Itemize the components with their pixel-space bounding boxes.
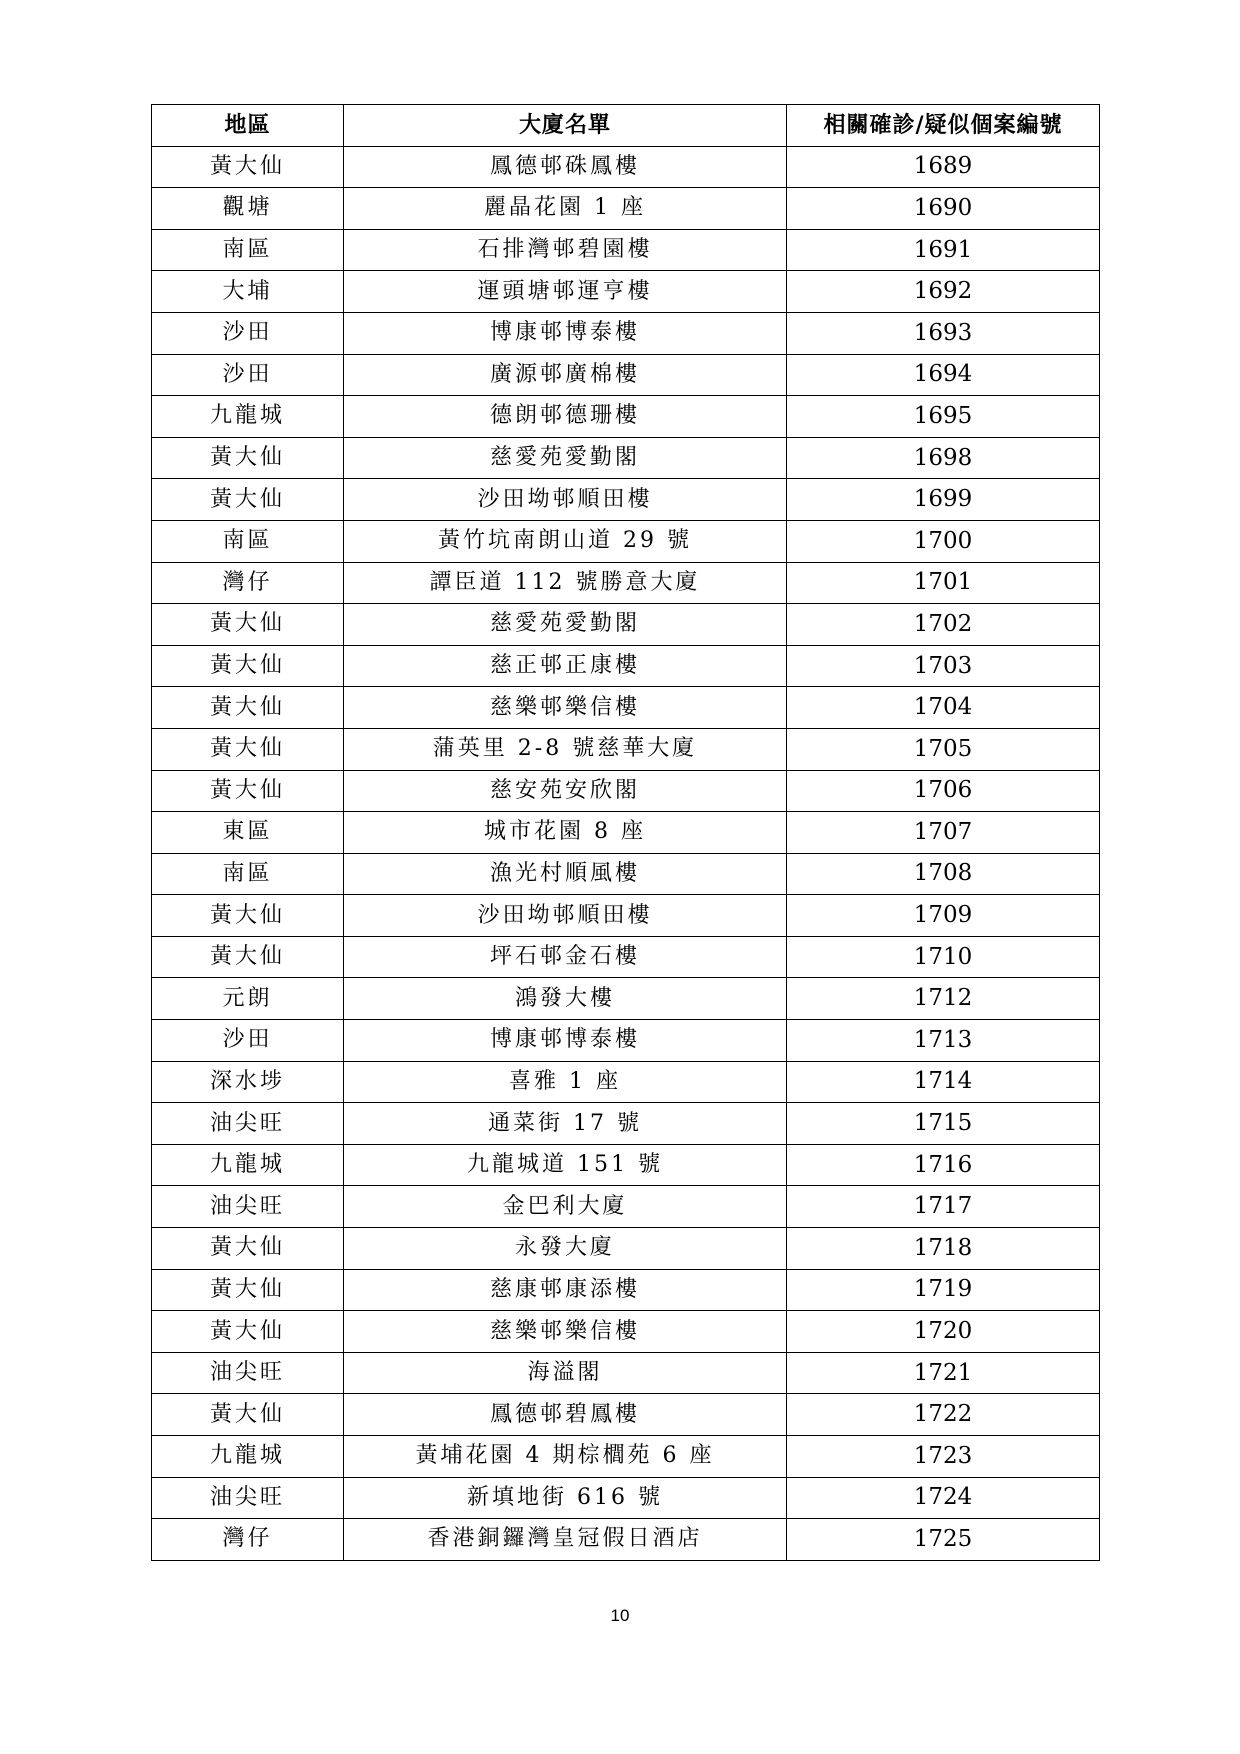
cell-district: 油尖旺 bbox=[152, 1103, 344, 1145]
cell-building: 海溢閣 bbox=[344, 1352, 787, 1394]
cell-building: 喜雅 1 座 bbox=[344, 1061, 787, 1103]
cell-district: 黃大仙 bbox=[152, 1269, 344, 1311]
cell-district: 深水埗 bbox=[152, 1061, 344, 1103]
cell-case-number: 1689 bbox=[787, 146, 1100, 188]
cell-building: 石排灣邨碧園樓 bbox=[344, 229, 787, 271]
table-row bbox=[152, 1186, 1100, 1228]
cell-case-number: 1707 bbox=[787, 812, 1100, 854]
cell-case-number: 1716 bbox=[787, 1144, 1100, 1186]
cell-district: 九龍城 bbox=[152, 1436, 344, 1478]
cell-district: 元朗 bbox=[152, 978, 344, 1020]
cell-building: 城市花園 8 座 bbox=[344, 812, 787, 854]
table-row bbox=[152, 1103, 1100, 1145]
cell-building: 九龍城道 151 號 bbox=[344, 1144, 787, 1186]
cell-building: 坪石邨金石樓 bbox=[344, 936, 787, 978]
cell-district: 觀塘 bbox=[152, 188, 344, 230]
cell-case-number: 1708 bbox=[787, 853, 1100, 895]
table-row bbox=[152, 562, 1100, 604]
table-row bbox=[152, 1436, 1100, 1478]
table-row bbox=[152, 1394, 1100, 1436]
table-row bbox=[152, 936, 1100, 978]
cell-district: 灣仔 bbox=[152, 562, 344, 604]
cell-case-number: 1692 bbox=[787, 271, 1100, 313]
cell-case-number: 1720 bbox=[787, 1311, 1100, 1353]
cell-case-number: 1691 bbox=[787, 229, 1100, 271]
table-row bbox=[152, 271, 1100, 313]
table-row bbox=[152, 770, 1100, 812]
table-row bbox=[152, 978, 1100, 1020]
table-row bbox=[152, 687, 1100, 729]
cell-case-number: 1694 bbox=[787, 354, 1100, 396]
cell-case-number: 1698 bbox=[787, 437, 1100, 479]
cell-case-number: 1715 bbox=[787, 1103, 1100, 1145]
cell-building: 香港銅鑼灣皇冠假日酒店 bbox=[344, 1519, 787, 1561]
table-row bbox=[152, 1352, 1100, 1394]
cell-building: 慈正邨正康樓 bbox=[344, 645, 787, 687]
table-row bbox=[152, 604, 1100, 646]
cell-building: 金巴利大廈 bbox=[344, 1186, 787, 1228]
table-row bbox=[152, 520, 1100, 562]
cell-district: 東區 bbox=[152, 812, 344, 854]
cell-case-number: 1723 bbox=[787, 1436, 1100, 1478]
cell-case-number: 1725 bbox=[787, 1519, 1100, 1561]
table-row bbox=[152, 437, 1100, 479]
cell-case-number: 1722 bbox=[787, 1394, 1100, 1436]
cell-building: 博康邨博泰樓 bbox=[344, 1020, 787, 1062]
cell-building: 慈愛苑愛勤閣 bbox=[344, 604, 787, 646]
table-row bbox=[152, 645, 1100, 687]
table-row bbox=[152, 1477, 1100, 1519]
cell-case-number: 1699 bbox=[787, 479, 1100, 521]
cell-district: 九龍城 bbox=[152, 396, 344, 438]
cell-building: 博康邨博泰樓 bbox=[344, 312, 787, 354]
cell-case-number: 1701 bbox=[787, 562, 1100, 604]
cell-building: 新填地街 616 號 bbox=[344, 1477, 787, 1519]
table-row bbox=[152, 728, 1100, 770]
cell-district: 沙田 bbox=[152, 312, 344, 354]
cell-building: 通菜街 17 號 bbox=[344, 1103, 787, 1145]
table-row bbox=[152, 146, 1100, 188]
building-list-table bbox=[151, 104, 1100, 1561]
cell-district: 油尖旺 bbox=[152, 1477, 344, 1519]
cell-case-number: 1695 bbox=[787, 396, 1100, 438]
cell-case-number: 1724 bbox=[787, 1477, 1100, 1519]
table-row bbox=[152, 229, 1100, 271]
cell-district: 黃大仙 bbox=[152, 146, 344, 188]
table-row bbox=[152, 853, 1100, 895]
table-row bbox=[152, 1311, 1100, 1353]
cell-district: 黃大仙 bbox=[152, 645, 344, 687]
cell-case-number: 1690 bbox=[787, 188, 1100, 230]
page-number: 10 bbox=[610, 1606, 630, 1625]
table-row bbox=[152, 1061, 1100, 1103]
cell-district: 黃大仙 bbox=[152, 770, 344, 812]
cell-case-number: 1706 bbox=[787, 770, 1100, 812]
cell-building: 慈樂邨樂信樓 bbox=[344, 687, 787, 729]
table-row bbox=[152, 812, 1100, 854]
cell-district: 黃大仙 bbox=[152, 1394, 344, 1436]
cell-building: 譚臣道 112 號勝意大廈 bbox=[344, 562, 787, 604]
cell-case-number: 1700 bbox=[787, 520, 1100, 562]
table-row bbox=[152, 1519, 1100, 1561]
cell-building: 永發大廈 bbox=[344, 1228, 787, 1270]
cell-district: 沙田 bbox=[152, 354, 344, 396]
table-row bbox=[152, 1144, 1100, 1186]
cell-case-number: 1718 bbox=[787, 1228, 1100, 1270]
table-header-row bbox=[152, 105, 1100, 147]
table-row bbox=[152, 479, 1100, 521]
cell-case-number: 1702 bbox=[787, 604, 1100, 646]
cell-district: 油尖旺 bbox=[152, 1352, 344, 1394]
cell-district: 大埔 bbox=[152, 271, 344, 313]
cell-building: 鳳德邨碧鳳樓 bbox=[344, 1394, 787, 1436]
cell-case-number: 1719 bbox=[787, 1269, 1100, 1311]
cell-case-number: 1705 bbox=[787, 728, 1100, 770]
cell-building: 慈樂邨樂信樓 bbox=[344, 1311, 787, 1353]
cell-district: 黃大仙 bbox=[152, 1311, 344, 1353]
cell-case-number: 1714 bbox=[787, 1061, 1100, 1103]
cell-building: 慈康邨康添樓 bbox=[344, 1269, 787, 1311]
cell-district: 黃大仙 bbox=[152, 895, 344, 937]
cell-case-number: 1703 bbox=[787, 645, 1100, 687]
cell-building: 蒲英里 2-8 號慈華大廈 bbox=[344, 728, 787, 770]
cell-district: 沙田 bbox=[152, 1020, 344, 1062]
cell-district: 黃大仙 bbox=[152, 479, 344, 521]
header-case-number: 相關確診/疑似個案編號 bbox=[787, 105, 1100, 147]
table-row bbox=[152, 354, 1100, 396]
cell-district: 黃大仙 bbox=[152, 728, 344, 770]
cell-district: 南區 bbox=[152, 520, 344, 562]
cell-building: 鴻發大樓 bbox=[344, 978, 787, 1020]
cell-building: 黃竹坑南朗山道 29 號 bbox=[344, 520, 787, 562]
cell-district: 黃大仙 bbox=[152, 936, 344, 978]
cell-building: 慈安苑安欣閣 bbox=[344, 770, 787, 812]
cell-district: 南區 bbox=[152, 853, 344, 895]
cell-case-number: 1712 bbox=[787, 978, 1100, 1020]
cell-building: 漁光村順風樓 bbox=[344, 853, 787, 895]
cell-case-number: 1704 bbox=[787, 687, 1100, 729]
cell-district: 油尖旺 bbox=[152, 1186, 344, 1228]
header-building: 大廈名單 bbox=[344, 105, 787, 147]
table-row bbox=[152, 895, 1100, 937]
cell-district: 黃大仙 bbox=[152, 437, 344, 479]
cell-district: 黃大仙 bbox=[152, 1228, 344, 1270]
cell-building: 運頭塘邨運亨樓 bbox=[344, 271, 787, 313]
cell-case-number: 1710 bbox=[787, 936, 1100, 978]
cell-case-number: 1713 bbox=[787, 1020, 1100, 1062]
cell-case-number: 1721 bbox=[787, 1352, 1100, 1394]
cell-building: 沙田坳邨順田樓 bbox=[344, 479, 787, 521]
cell-district: 黃大仙 bbox=[152, 687, 344, 729]
cell-case-number: 1709 bbox=[787, 895, 1100, 937]
cell-building: 沙田坳邨順田樓 bbox=[344, 895, 787, 937]
cell-case-number: 1693 bbox=[787, 312, 1100, 354]
cell-building: 黃埔花園 4 期棕櫚苑 6 座 bbox=[344, 1436, 787, 1478]
table-row bbox=[152, 396, 1100, 438]
cell-building: 廣源邨廣棉樓 bbox=[344, 354, 787, 396]
table-row bbox=[152, 1269, 1100, 1311]
cell-district: 灣仔 bbox=[152, 1519, 344, 1561]
cell-building: 德朗邨德珊樓 bbox=[344, 396, 787, 438]
cell-building: 鳳德邨硃鳳樓 bbox=[344, 146, 787, 188]
cell-case-number: 1717 bbox=[787, 1186, 1100, 1228]
cell-building: 麗晶花園 1 座 bbox=[344, 188, 787, 230]
table-row bbox=[152, 1020, 1100, 1062]
table-row bbox=[152, 1228, 1100, 1270]
cell-building: 慈愛苑愛勤閣 bbox=[344, 437, 787, 479]
cell-district: 九龍城 bbox=[152, 1144, 344, 1186]
header-district: 地區 bbox=[152, 105, 344, 147]
table-row bbox=[152, 188, 1100, 230]
cell-district: 黃大仙 bbox=[152, 604, 344, 646]
table-body bbox=[152, 146, 1100, 1560]
table-row bbox=[152, 312, 1100, 354]
cell-district: 南區 bbox=[152, 229, 344, 271]
